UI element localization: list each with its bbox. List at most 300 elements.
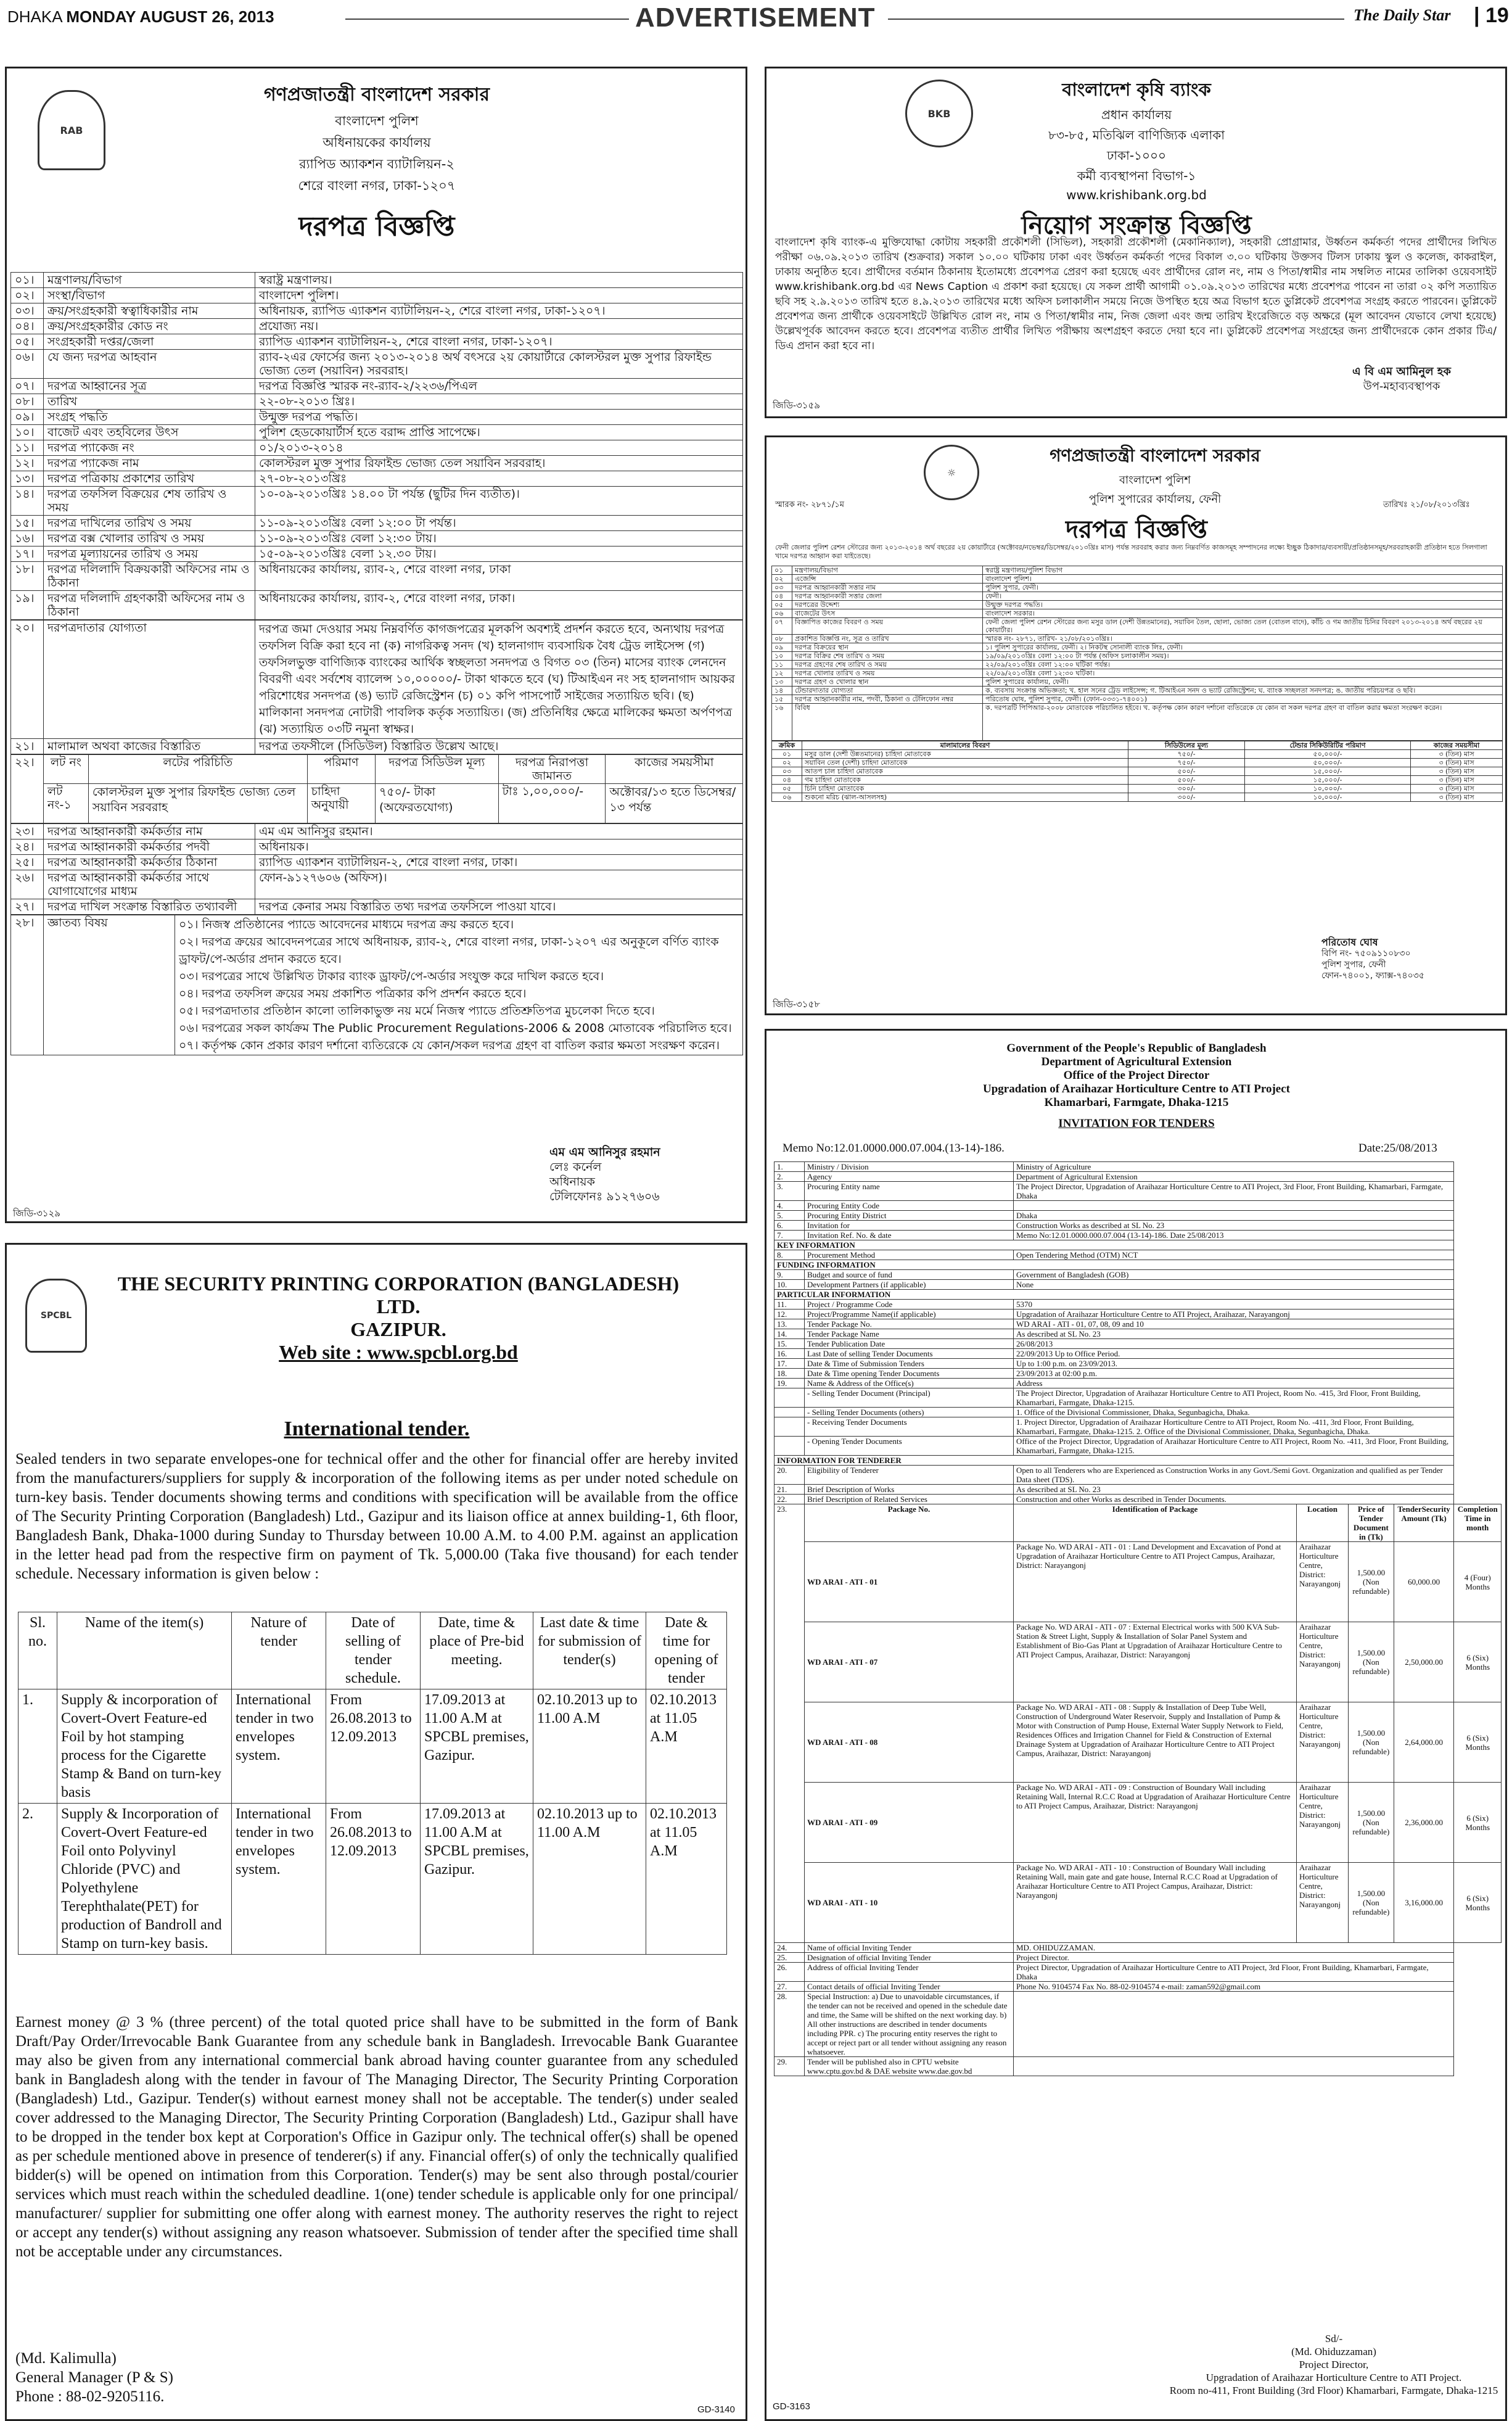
feni-signature: পরিতোষ ঘোষ বিপি নং- ৭৫০৯১১০৮৩০ পুলিশ সুপার, ফেনী ফোন-৭৪০০১, ফ্যাক্স-৭৪০৩৫	[1321, 936, 1424, 981]
feni-title: দরপত্র বিজ্ঞপ্তি	[1066, 516, 1207, 544]
table-cell: ০১।	[11, 273, 44, 288]
feni-intro: ফেনী জেলার পুলিশ রেশন স্টোরের জন্য ২০১৩-২০১৪ অর্থ বছরের ২য় কোয়ার্টারে (অক্টোবর/নভেম্বর/ডিসেম্বর/২০১৩খ্রিঃ মাস) পর্যন্ত সরবরাহ করার জন্য নিম্নবর্ণিত কাজসমূহ সম্পাদনের লক্ষ্যে ইচ্ছুক ঠিকাদার/ব্যবসায়ী/প্রতিষ্ঠানসমূহ/সরবরাহকারী প্রতিষ্ঠান হতে সিলগালা খামে দরপত্র আহ্বান করা যাইতেছে।	[775, 543, 1487, 560]
table-row	[774, 1466, 1502, 1485]
table-row	[772, 678, 1503, 687]
table-cell: Phone No. 9104574 Fax No. 88-02-9104574 e-mail: zaman592@gmail.com	[1014, 1982, 1454, 1992]
table-header: Date of selling of tender schedule.	[326, 1612, 421, 1689]
krishi-office: প্রধান কার্যালয়	[1101, 107, 1172, 122]
table-row	[774, 1221, 1502, 1231]
table-cell: 26.	[774, 1963, 805, 1982]
table-cell: ০১	[772, 566, 792, 575]
table-cell: Office of the Project Director, Upgradation of Araihazar Horticulture Centre to ATI Project, Room No. -411, 3rd Floor, Front Building, Khamarbari, Farmgate, Dhaka-1215.	[1014, 1437, 1454, 1456]
table-cell: Tender Publication Date	[805, 1339, 1014, 1349]
table-cell: - Selling Tender Documents (others)	[805, 1408, 1014, 1417]
table-cell: ১০-০৯-২০১৩খ্রিঃ ১৪.০০ টা পর্যন্ত (ছুটির দিন ব্যতীত)।	[255, 487, 743, 516]
table-cell: 02.10.2013 at 11.05 A.M	[646, 1804, 727, 1955]
note-item: ০২। দরপত্র ক্রয়ের আবেদনপত্রের সাথে অধিনায়ক, র‍্যাব-২, শেরে বাংলা নগর, ঢাকা-১২০৭ এর অনুকূলে বর্ণিত ব্যাংক ড্রাফট/পে-অর্ডার প্রদান করতে হবে।	[179, 935, 719, 966]
table-cell: ১৪	[772, 687, 792, 695]
table-cell: Araihazar Horticulture Centre, District: Narayangonj	[1297, 1863, 1349, 1943]
table-row	[774, 1388, 1502, 1408]
table-cell: ১৮।	[11, 562, 44, 591]
table-cell: Package No. WD ARAI - ATI - 01 : Land Development and Excavation of Pond at Upgradation of Araihazar Horticulture Centre to ATI Project Campus, Araihazar, District: Narayangonj	[1014, 1542, 1297, 1622]
table-cell: 20.	[774, 1466, 805, 1485]
feni-office: পুলিশ সুপারের কার্যালয়, ফেনী	[1088, 493, 1222, 506]
table-cell: Open Tendering Method (OTM) NCT	[1014, 1250, 1454, 1260]
table-row	[774, 1992, 1502, 2057]
table-cell: 29.	[774, 2057, 805, 2076]
table-cell: Address of official Inviting Tender	[805, 1963, 1014, 1982]
table-cell: As described at SL No. 23	[1014, 1329, 1454, 1339]
table-cell: ২২/০৯/২০১৩খ্রিঃ বেলা ১২:০০ ঘটিকা পর্যন্ত।	[983, 661, 1503, 669]
table-cell: 22/09/2013 Up to Office Period.	[1014, 1349, 1454, 1359]
krishi-bank-recruitment-ad	[765, 67, 1507, 418]
table-cell: 1,500.00 (Non refundable)	[1348, 1542, 1394, 1622]
table-cell: 6 (Six) Months	[1454, 1783, 1502, 1863]
table-row	[774, 1349, 1502, 1359]
table-cell: Supply & incorporation of Covert-Overt Feature-ed Foil by hot stamping process for the Cigarette Stamp & Band on turn-key basis	[57, 1689, 232, 1804]
table-cell: 23.	[774, 1504, 805, 1943]
table-cell: ক্রমিক	[772, 741, 802, 750]
table-cell: ক. দরপত্রটি পিপিআর-২০০৮ মোতাবেক পরিচালিত হইবে। খ. কর্তৃপক্ষ কোন কারণ দর্শানো ব্যতিরেকে যে কোন বা সকল দরপত্র গ্রহণ বা বাতিল করার ক্ষমতা সংরক্ষণ করেন।	[983, 704, 1503, 741]
table-cell: 28.	[774, 1992, 805, 2057]
table-cell: Department of Agricultural Extension	[1014, 1172, 1454, 1182]
table-cell: দরপত্র দাখিলের তারিখ ও সময়	[44, 516, 255, 531]
table-header-row	[18, 1612, 727, 1689]
table-cell: ২২/০৯/২০১৩খ্রিঃ বেলা ১২:৩০ ঘটিকা।	[983, 669, 1503, 678]
table-row	[774, 1211, 1502, 1221]
table-cell: কোলস্টরল মুক্ত সুপার রিফাইন্ড ভোজ্য তেল সয়াবিন সরবরাহ।	[255, 456, 743, 471]
table-cell: Package No. WD ARAI - ATI - 10 : Construction of Boundary Wall including Retaining Wall, main gate and gate house, Internal R.C.C Road at Upgradation of Araihazar Horticulture Centre to ATI Project Campus, Araihazar, District: Narayangonj	[1014, 1863, 1297, 1943]
table-row	[11, 410, 743, 425]
table-header: TenderSecurity Amount (Tk)	[1394, 1504, 1454, 1542]
table-cell: 26/08/2013	[1014, 1339, 1454, 1349]
table-row	[774, 1943, 1502, 1953]
krishi-website[interactable]: www.krishibank.org.bd	[1066, 188, 1207, 202]
table-row	[11, 899, 743, 915]
table-cell: Project/Programme Name(if applicable)	[805, 1309, 1014, 1319]
table-cell	[1014, 1201, 1454, 1211]
table-cell: Construction and other Works as described in Tender Documents.	[1014, 1495, 1454, 1504]
table-cell: As described at SL No. 23	[1014, 1485, 1454, 1495]
table-cell: ০১	[772, 750, 802, 759]
table-row	[774, 1162, 1502, 1172]
table-cell: তারিখ	[44, 394, 255, 410]
table-cell: 14.	[774, 1329, 805, 1339]
table-row	[774, 1172, 1502, 1182]
dae-dept: Department of Agricultural Extension	[1041, 1055, 1232, 1068]
table-cell: Memo No:12.01.0000.000.07.004 (13-14)-186. Date 25/08/2013	[1014, 1231, 1454, 1240]
table-header: Nature of tender	[232, 1612, 326, 1689]
table-cell: দরপত্র বিক্রির শেষ তারিখ ও সময়	[792, 652, 983, 661]
table-cell: Procuring Entity District	[805, 1211, 1014, 1221]
table-cell: দরপত্র বক্স খোলার তারিখ ও সময়	[44, 531, 255, 546]
table-row	[11, 471, 743, 487]
note-item: ০৭। কর্তৃপক্ষ কোন প্রকার কারণ দর্শানো ব্যতিরেকে যে কোন/সকল দরপত্র গ্রহণ বা বাতিল করার ক্ষমতা সংরক্ষণ করেন।	[179, 1039, 720, 1052]
table-row	[772, 609, 1503, 618]
table-row	[772, 592, 1503, 601]
table-row	[11, 546, 743, 562]
spcbl-schedule-table	[18, 1612, 727, 1955]
spcbl-location: GAZIPUR.	[350, 1318, 446, 1340]
table-row	[772, 704, 1503, 741]
table-cell: The Project Director, Upgradation of Araihazar Horticulture Centre to ATI Project, 3rd Floor, Front Building, Khamarbari, Farmgate, Dhaka	[1014, 1182, 1454, 1201]
table-cell: সংগ্রহকারী দপ্তর/জেলা	[44, 334, 255, 350]
table-row	[772, 618, 1503, 635]
table-row	[11, 350, 743, 379]
table-cell: ৩ (তিন) মাস	[1411, 793, 1503, 802]
table-cell: 5.	[774, 1211, 805, 1221]
rab-signature: এম এম আনিসুর রহমান লেঃ কর্নেল অধিনায়ক টেলিফোনঃ ৯১২৭৬০৬	[549, 1145, 660, 1203]
dae-title: INVITATION FOR TENDERS	[1058, 1117, 1215, 1130]
table-cell: মসুর ডাল (দেশী উন্নতমানের) চাহিদা মোতাবেক	[802, 750, 1128, 759]
section-title: FUNDING INFORMATION	[774, 1260, 1454, 1270]
note-item: ০৫। দরপত্রদাতার প্রতিষ্ঠান কালো তালিকাভুক্ত নয় মর্মে নিজস্ব প্যাডে প্রতিশ্রুতিপত্র মুচলেকা দিতে হবে।	[179, 1004, 655, 1018]
table-cell: স্মারক নং- ২৮৭১, তারিখ- ২১/০৮/২০১৩খ্রিঃ।	[983, 635, 1503, 643]
feni-police-tender-ad	[765, 435, 1507, 1015]
table-cell: - Selling Tender Document (Principal)	[805, 1388, 1014, 1408]
table-cell: বাংলাদেশ সরকার।	[983, 609, 1503, 618]
table-cell: 27.	[774, 1982, 805, 1992]
dae-signature: Sd/- (Md. Ohiduzzaman) Project Director, Upgradation of Araihazar Horticulture Centre to ATI Project. Room no-411, Front Building (3rd Floor) Khamarbari, Farmgate, Dhaka-1215	[1169, 2333, 1498, 2396]
table-cell: দরপত্র প্যাকেজ নাম	[44, 456, 255, 471]
table-row	[774, 1417, 1502, 1437]
table-cell: ০৩	[772, 584, 792, 592]
table-row	[774, 1437, 1502, 1456]
rab-info-table	[10, 272, 743, 620]
dae-info-table	[774, 1161, 1502, 2076]
feni-items-table	[771, 741, 1503, 802]
table-cell: ১৩।	[11, 471, 44, 487]
table-cell: From 26.08.2013 to 12.09.2013	[326, 1804, 421, 1955]
table-cell: দরপত্র গ্রহণ ও খোলার স্থান	[792, 678, 983, 687]
rab-code: জিডি-৩১২৯	[13, 1208, 61, 1219]
table-row	[11, 425, 743, 440]
table-cell: স্বরাষ্ট্র মন্ত্রণালয়/পুলিশ বিভাগ	[983, 566, 1503, 575]
feni-gov-emblem: ☼	[924, 445, 979, 500]
table-cell: 13.	[774, 1319, 805, 1329]
table-cell: ২৭-০৮-২০১৩খ্রিঃ	[255, 471, 743, 487]
dae-invitation-ad	[765, 1029, 1507, 2421]
table-cell: Budget and source of fund	[805, 1270, 1014, 1280]
table-cell: ফোন-৯১২৭৬০৬ (অফিস)।	[255, 870, 743, 899]
table-row	[11, 379, 743, 394]
table-cell: 23/09/2013 at 02:00 p.m.	[1014, 1369, 1454, 1379]
table-cell: 3,16,000.00	[1394, 1863, 1454, 1943]
table-cell: ১৩	[772, 678, 792, 687]
section-title: PARTICULAR INFORMATION	[774, 1290, 1454, 1300]
spcbl-tender-ad	[5, 1243, 747, 2421]
table-cell: দরপত্র আহ্বানকারী কর্মকর্তার নাম	[44, 824, 255, 839]
table-row	[774, 1408, 1502, 1417]
spcbl-body: Earnest money @ 3 % (three percent) of the total quoted price shall have to be submitted in the form of Bank Draft/Pay Order/Irrevocable Bank Guarantee from any schedule bank in Bangladesh. Irrevocable Bank Guarantee may also be given from any international commercial bank abroad having counter guarantee from any scheduled bank in Bangladesh along with the tender in favour of The Managing Director, The Security Printing Corporation (Bangladesh) Ltd., Gazipur. Tender(s) without earnest money shall not be acceptable. The tender(s) under sealed cover addressed to the Managing Director, The Security Printing Corporation (Bangladesh) Ltd., Gazipur shall have to be dropped in the tender box kept at Corporation's Office in Gazipur only. The technical offer(s) shall be opened as per schedule mentioned above in presence of tenderer(s) if any. Financial offer(s) of only the technically qualified bidder(s) will be opened on intimation from this Corporation. Tender(s) may be sent also through postal/courier services which must reach within the scheduled deadline. 1(one) tender schedule is applicable only for one principal/ manufacturer/ supplier for submitting one offer along with earnest money. The authority reserves the right to reject or accept any tender(s) without assigning any reason whatsoever. Submission of tender after the specified time shall not be acceptable under any circumstances.	[15, 2014, 738, 2260]
rab-heading	[192, 80, 562, 251]
table-row	[11, 839, 743, 855]
table-row	[18, 1689, 727, 1804]
table-row	[774, 1231, 1502, 1240]
table-row	[11, 303, 743, 319]
krishi-title: নিয়োগ সংক্রান্ত বিজ্ঞপ্তি	[1021, 212, 1252, 240]
table-cell: ১৪।	[11, 487, 44, 516]
table-cell: Package No. WD ARAI - ATI - 07 : External Electrical works with 500 KVA Sub-Station & Street Light, Supply & Installation of Solar Panel System and Establishment of Bio-Gas Plant at Upgradation of Araihazar Horticulture Centre to ATI Project Campus, Araihazar, District: Narayangonj	[1014, 1622, 1297, 1702]
package-row	[774, 1702, 1502, 1783]
table-cell: ১৫,০০০/-	[1245, 776, 1411, 785]
table-row	[772, 584, 1503, 592]
table-cell: Tender Package No.	[805, 1319, 1014, 1329]
table-cell: ০৯।	[11, 410, 44, 425]
table-cell: Procuring Entity name	[805, 1182, 1014, 1201]
table-cell: ১৬	[772, 704, 792, 741]
table-cell: দরপত্র দলিলাদি গ্রহণকারী অফিসের নাম ও ঠিকানা	[44, 591, 255, 620]
table-cell: 3.	[774, 1182, 805, 1201]
table-row	[772, 759, 1503, 767]
table-cell: ১৯/০৯/২০১৩খ্রিঃ বেলা ১২:০০ টা পর্যন্ত (অফিস চলাকালীন সময়)।	[983, 652, 1503, 661]
table-header: Date & time for opening of tender	[646, 1612, 727, 1689]
table-cell: ০২	[772, 759, 802, 767]
table-row	[18, 1804, 727, 1955]
table-cell: দরপত্র দলিলাদি বিক্রয়কারী অফিসের নাম ও ঠিকানা	[44, 562, 255, 591]
table-cell: 6.	[774, 1221, 805, 1231]
table-cell: International tender in two envelopes system.	[232, 1689, 326, 1804]
rab-gov-title: গণপ্রজাতন্ত্রী বাংলাদেশ সরকার	[264, 84, 490, 105]
package-row	[774, 1783, 1502, 1863]
table-cell: ০২।	[11, 288, 44, 303]
table-cell: ০৮।	[11, 394, 44, 410]
table-row	[11, 273, 743, 288]
table-cell: ক্রয়/সংগ্রহকারীর কোড নং	[44, 319, 255, 334]
table-cell: ০৪।	[11, 319, 44, 334]
table-cell: 2,36,000.00	[1394, 1783, 1454, 1863]
section-header	[774, 1240, 1502, 1250]
dae-memo: Memo No:12.01.0000.000.07.004.(13-14)-186.	[783, 1142, 1005, 1155]
table-cell	[1014, 1992, 1454, 2057]
section-title: ADVERTISEMENT	[635, 2, 876, 33]
table-cell: এম এম আনিসুর রহমান।	[255, 824, 743, 839]
table-cell: দরপত্র আহ্বানকারী সত্তার নাম	[792, 584, 983, 592]
table-cell: দরপত্র বিজ্ঞপ্তি স্মারক নং-র‍্যাব-২/২২৩৬/পিএল	[255, 379, 743, 394]
table-row	[774, 1485, 1502, 1495]
note-item: ০৬। দরপত্রের সকল কার্যক্রম The Public Procurement Regulations-2006 & 2008 মোতাবেক পরিচালিত হবে।	[179, 1021, 732, 1035]
table-row	[772, 750, 1503, 759]
table-cell: ১১	[772, 661, 792, 669]
table-cell: পরিতোষ ঘোষ, পুলিশ সুপার, ফেনী। (ফোন-০৩৩১-৭৪০০১)	[983, 695, 1503, 704]
table-cell: WD ARAI - ATI - 08	[805, 1702, 1014, 1783]
table-cell	[774, 1417, 805, 1437]
table-cell: ১১-০৯-২০১৩খ্রিঃ বেলা ১২:৩০ টায়।	[255, 531, 743, 546]
table-cell: ১৯।	[11, 591, 44, 620]
table-cell: Eligibility of Tenderer	[805, 1466, 1014, 1485]
note-item: ০১। নিজস্ব প্রতিষ্ঠানের প্যাডে আবেদনের মাধ্যমে দরপত্র ক্রয় করতে হবে।	[179, 918, 514, 931]
table-cell: দরপত্র পত্রিকায় প্রকাশের তারিখ	[44, 471, 255, 487]
table-cell: Address	[1014, 1379, 1454, 1388]
section-header	[774, 1456, 1502, 1466]
table-cell: 2,64,000.00	[1394, 1702, 1454, 1783]
spcbl-website[interactable]: Web site : www.spcbl.org.bd	[279, 1341, 518, 1363]
table-cell	[774, 1388, 805, 1408]
table-cell: None	[1014, 1280, 1454, 1290]
table-cell: Project Director.	[1014, 1953, 1454, 1963]
table-cell: বাজেট এবং তহবিলের উৎস	[44, 425, 255, 440]
table-cell: প্রযোজ্য নয়।	[255, 319, 743, 334]
table-cell: ৩ (তিন) মাস	[1411, 776, 1503, 785]
table-cell: 12.	[774, 1309, 805, 1319]
rab-table	[10, 272, 743, 1055]
table-cell: দরপত্র আহ্বানকারীর নাম, পদবী, ঠিকানা ও টেলিফোন নম্বর	[792, 695, 983, 704]
table-cell: 22.	[774, 1495, 805, 1504]
table-cell: ১৫-০৯-২০১৩খ্রিঃ বেলা ১২.৩০ টায়।	[255, 546, 743, 562]
table-cell: Up to 1:00 p.m. on 23/09/2013.	[1014, 1359, 1454, 1369]
table-row	[11, 870, 743, 899]
table-cell: সয়াবিন তেল (দেশী) চাহিদা মোতাবেক	[802, 759, 1128, 767]
table-cell: Araihazar Horticulture Centre, District: Narayangonj	[1297, 1622, 1349, 1702]
table-header: Date, time & place of Pre-bid meeting.	[421, 1612, 533, 1689]
header-date: DHAKA MONDAY AUGUST 26, 2013	[7, 7, 274, 26]
spcbl-company-name: THE SECURITY PRINTING CORPORATION (BANGLADESH) LTD.	[117, 1272, 680, 1318]
table-cell: ফেনী।	[983, 592, 1503, 601]
table-cell: ৫০,০০০/-	[1245, 759, 1411, 767]
table-row	[11, 855, 743, 870]
table-cell: International tender in two envelopes system.	[232, 1804, 326, 1955]
table-cell: The Project Director, Upgradation of Araihazar Horticulture Centre to ATI Project, Room No. -415, 3rd Floor, Front Building, Khamarbari, Farmgate, Dhaka-1215.	[1014, 1388, 1454, 1408]
table-cell: অধিনায়ক।	[255, 839, 743, 855]
note-item: ০৪। দরপত্র তফসিল ক্রয়ের সময় প্রকাশিত পত্রিকার কপি প্রদর্শন করতে হবে।	[179, 987, 527, 1000]
table-row	[774, 1379, 1502, 1388]
table-cell: অধিনায়ক, র‍্যাপিড এ্যাকশন ব্যাটালিয়ন-২, শেরে বাংলা নগর, ঢাকা-১২০৭।	[255, 303, 743, 319]
spcbl-emblem: SPCBL	[25, 1279, 87, 1353]
table-cell: টেন্ডার সিকিউরিটির পরিমাণ	[1245, 741, 1411, 750]
table-header: Price of Tender Document in (Tk)	[1348, 1504, 1394, 1542]
table-cell: 17.	[774, 1359, 805, 1369]
table-cell: ১২।	[11, 456, 44, 471]
table-header: Location	[1297, 1504, 1349, 1542]
table-cell: ১৬।	[11, 531, 44, 546]
table-cell: 9.	[774, 1270, 805, 1280]
table-cell	[774, 1408, 805, 1417]
table-row	[11, 824, 743, 839]
table-cell: Special Instruction: a) Due to unavoidable circumstances, if the tender can not be received and opened in the schedule date and time, the Same will be shifted on the next working day. b) All other instructions are described in tender documents including PPR. c) The procuring entity reserves the right to accept or reject part or all tender without assigning any reason whatsoever.	[805, 1992, 1014, 2057]
table-row	[11, 456, 743, 471]
krishi-body: বাংলাদেশ কৃষি ব্যাংক-এ মুক্তিযোদ্ধা কোটায় সহকারী প্রকৌশলী (সিভিল), সহকারী প্রকৌশলী (মেকানিক্যাল), সহকারী প্রোগ্রামার, উর্ধ্বতন কর্মকর্তা পদের প্রার্থীদের লিখিত পরীক্ষা ০৬.০৯.২০১৩ তারিখ (শুক্রবার) সকাল ১০.০০ ঘটিকায় ঢাকা এবং উর্ধ্বতন কর্মকর্তা পদের বিকাল ৩.০০ ঘটিকায় উক্তসব টিলস ঢাকায় স্কুল ও কলেজ, কাকরাইল, ঢাকায় অনুষ্ঠিত হবে। প্রার্থীদের বর্তমান ঠিকানায় ইতোমধ্যে প্রবেশপত্র প্রেরণ করা হয়েছে এবং প্রার্থীদের রোল নং, নাম ও পিতা/স্বামীর নাম সম্বলিত নামের তালিকা ওয়েবসাইট www.krishibank.org.bd এর News Caption এ প্রকাশ করা হয়েছে। যে সকল প্রার্থী আগামী ০১.০৯.২০১৩ তারিখের মধ্যে প্রবেশপত্র পাবেন না তারা ০২ কপি সত্যায়িত ছবি সহ ২.৯.২০১৩ তারিখ হতে ৪.৯.২০১৩ তারিখের মধ্যে অফিস চলাকালীন সময়ে নিজে উপস্থিত হয়ে অত্র বিভাগ হতে ডুপ্লিকেট প্রবেশপত্র সংগ্রহ করতে পারবেন। ডুপ্লিকেট প্রবেশপত্র জন্য প্রার্থীকে ওয়েবসাইটে উল্লিখিত রোল নং, নাম ও পিতা/স্বামীর নাম, নিজ জেলা এবং জন্ম তারিখ ইংরেজিতে বড় অক্ষরে (মূল আবেদন যেভাবে লেখা হয়েছে) উল্লেখপূর্বক আবেদন করতে হবে। প্রবেশপত্র ব্যতীত প্রার্থীর লিখিত পরীক্ষায় অংশগ্রহণ করতে দেয়া হবে না। ডুপ্লিকেট প্রবেশপত্র সংগ্রহের জন্য প্রার্থীদেরকে কোন প্রকার টিএ/ডিএ প্রদান করা হবে না।	[775, 236, 1497, 352]
dae-project: Upgradation of Araihazar Horticulture Centre to ATI Project	[983, 1083, 1290, 1095]
feni-ref: স্মারক নং- ২৮৭১/১ম	[775, 500, 844, 509]
table-cell: 6 (Six) Months	[1454, 1863, 1502, 1943]
table-row	[772, 566, 1503, 575]
rab-address: শেরে বাংলা নগর, ঢাকা-১২০৭	[298, 178, 456, 193]
table-cell: 4 (Four) Months	[1454, 1542, 1502, 1622]
table-cell: Agency	[805, 1172, 1014, 1182]
table-cell: দরপত্র আহ্বানের সূত্র	[44, 379, 255, 394]
table-cell: 1,500.00 (Non refundable)	[1348, 1863, 1394, 1943]
table-cell: Name of official Inviting Tender	[805, 1943, 1014, 1953]
table-cell: Designation of official Inviting Tender	[805, 1953, 1014, 1963]
table-row	[774, 1319, 1502, 1329]
table-cell: 8.	[774, 1250, 805, 1260]
table-cell: MD. OHIDUZZAMAN.	[1014, 1943, 1454, 1953]
table-cell: ফেনী জেলা পুলিশ রেশন স্টোরের জন্য মসুর ডাল (দেশী উন্নতমানের), সয়াবিন তৈল, ছোলা, ভোজ্য তেল (বোতল বাদে), কাঁচি ও গম জাতীয় চিনির বিবরণ ২০১৩-২০১৪ অর্থ বছরের ২য় কোয়ার্টার।	[983, 618, 1503, 635]
table-cell: Invitation for	[805, 1221, 1014, 1231]
table-cell: Development Partners (if applicable)	[805, 1280, 1014, 1290]
rab-emblem: RAB	[38, 90, 105, 170]
table-cell: দরপত্র আহ্বানকারী সত্তার জেলা	[792, 592, 983, 601]
table-cell: ২৫।	[11, 855, 44, 870]
table-cell: র‍্যাব-২এর ফোর্সের জন্য ২০১৩-২০১৪ অর্থ বৎসরে ২য় কোয়ার্টারে কোলস্টরল মুক্ত সুপার রিফাইন্ড ভোজ্য তেল (সয়াবিন) সরবরাহ।	[255, 350, 743, 379]
table-row	[772, 643, 1503, 652]
table-cell: Dhaka	[1014, 1211, 1454, 1221]
table-cell: ২৩।	[11, 824, 44, 839]
table-cell: 16.	[774, 1349, 805, 1359]
table-cell: অধিনায়কের কার্যালয়, র‍্যাব-২, শেরে বাংলা নগর, ঢাকা	[255, 562, 743, 591]
table-row	[772, 687, 1503, 695]
table-cell: স্বরাষ্ট্র মন্ত্রণালয়।	[255, 273, 743, 288]
table-cell: Open to all Tenderers who are Experienced as Construction Works in any Govt./Semi Govt. Organization and qualified as per Tender Data sheet (TDS).	[1014, 1466, 1454, 1485]
table-cell: বিজ্ঞাপিত কাজের বিবরণ ও সময়	[792, 618, 983, 635]
table-row	[772, 652, 1503, 661]
section-title: KEY INFORMATION	[774, 1240, 1454, 1250]
table-row	[774, 1280, 1502, 1290]
table-cell: যে জন্য দরপত্র আহবান	[44, 350, 255, 379]
table-cell: From 26.08.2013 to 12.09.2013	[326, 1689, 421, 1804]
table-cell: - Opening Tender Documents	[805, 1437, 1014, 1456]
table-cell: দরপত্র গ্রহণের শেষ তারিখ ও সময়	[792, 661, 983, 669]
table-cell: ৩ (তিন) মাস	[1411, 785, 1503, 793]
table-cell: র‍্যাপিড এ্যাকশন ব্যাটালিয়ন-২, শেরে বাংলা নগর, ঢাকা।	[255, 855, 743, 870]
table-cell: ০৩	[772, 767, 802, 776]
table-row	[774, 1359, 1502, 1369]
table-row	[774, 1495, 1502, 1504]
table-cell: Procuring Entity Code	[805, 1201, 1014, 1211]
table-cell: 21.	[774, 1485, 805, 1495]
table-row	[774, 1369, 1502, 1379]
table-cell: ১১।	[11, 440, 44, 456]
table-cell: 19.	[774, 1379, 805, 1388]
page-header	[0, 0, 1512, 35]
table-cell: দরপত্র দাখিল সংক্রান্ত বিস্তারিত তথ্যাবলী	[44, 899, 255, 915]
table-cell: ক. ব্যবসায় সংক্রান্ত অভিজ্ঞতা; খ. হাল সনের ট্রেড লাইসেন্স; গ. টিআইএন সনদ ও ভ্যাট রেজিস্ট্রেশন; ঘ. ব্যাংক সচ্ছলতা সনদপত্র; ঙ. জাতীয় পরিচয়পত্র ও ছবি।	[983, 687, 1503, 695]
table-cell: WD ARAI - ATI - 01, 07, 08, 09 and 10	[1014, 1319, 1454, 1329]
table-cell: ২৬।	[11, 870, 44, 899]
table-cell: দরপত্র তফসিল বিক্রয়ের শেষ তারিখ ও সময়	[44, 487, 255, 516]
table-cell: 2,50,000.00	[1394, 1622, 1454, 1702]
note-item: ০৩। দরপত্রের সাথে উল্লিখিত টাকার ব্যাংক ড্রাফট/পে-অর্ডার সংযুক্ত করে দাখিল করতে হবে।	[179, 970, 604, 983]
table-cell: Construction Works as described at SL No. 23	[1014, 1221, 1454, 1231]
table-header: Sl. no.	[18, 1612, 57, 1689]
table-cell: 2.	[774, 1172, 805, 1182]
krishi-division: কর্মী ব্যবস্থাপনা বিভাগ-১	[1077, 168, 1196, 183]
table-cell: 1,500.00 (Non refundable)	[1348, 1702, 1394, 1783]
table-row	[772, 661, 1503, 669]
table-cell: Brief Description of Related Services	[805, 1495, 1014, 1504]
rab-unit: র‍্যাপিড অ্যাকশন ব্যাটালিয়ন-২	[298, 157, 454, 171]
table-row	[774, 1339, 1502, 1349]
table-row	[11, 591, 743, 620]
table-cell: ২৭।	[11, 899, 44, 915]
table-header: Package No.	[805, 1504, 1014, 1542]
table-cell: 11.	[774, 1300, 805, 1309]
table-cell: বিবিধ	[792, 704, 983, 741]
table-row	[774, 1309, 1502, 1319]
table-cell: ১৫,০০০/-	[1245, 767, 1411, 776]
table-row	[774, 2057, 1502, 2076]
krishi-city: ঢাকা-১০০০	[1106, 148, 1167, 163]
rab-office: অধিনায়কের কার্যালয়	[323, 135, 431, 150]
table-cell: ৫০,০০০/-	[1245, 750, 1411, 759]
table-cell: ৩ (তিন) মাস	[1411, 767, 1503, 776]
table-cell: Invitation Ref. No. & date	[805, 1231, 1014, 1240]
table-cell: দরপত্র খোলার তারিখ ও সময়	[792, 669, 983, 678]
table-row	[774, 1982, 1502, 1992]
table-cell: ০৬	[772, 793, 802, 802]
section-header	[774, 1260, 1502, 1270]
table-cell: সিডিউলের মূল্য	[1128, 741, 1245, 750]
